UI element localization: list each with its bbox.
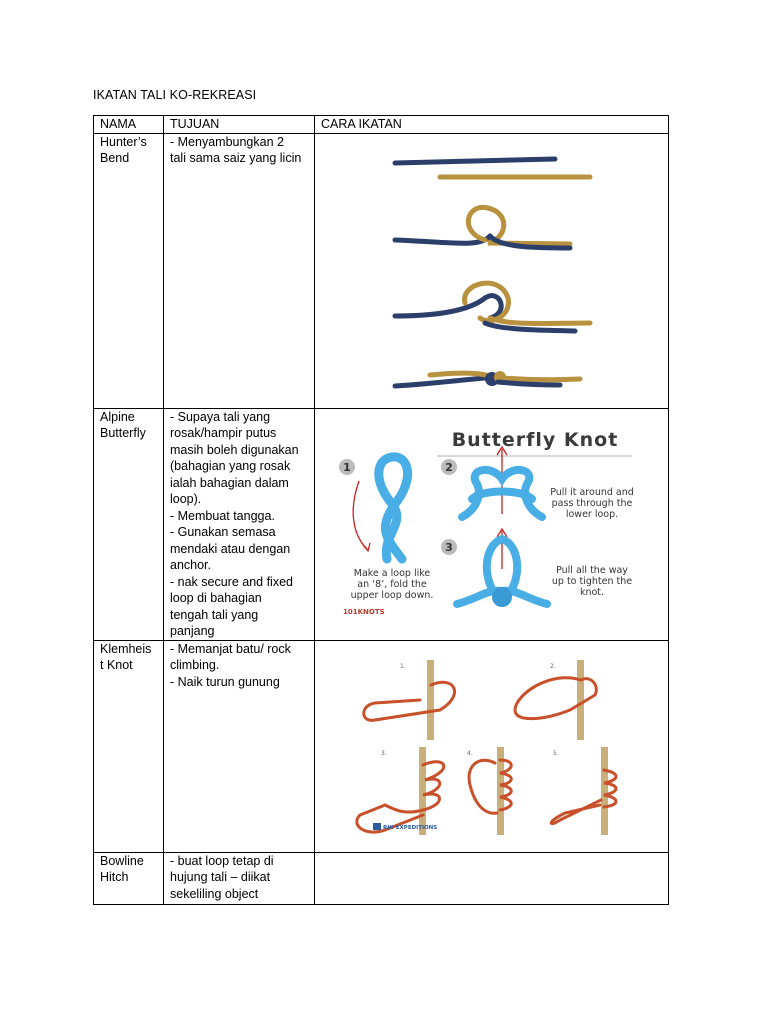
header-cara-ikatan: CARA IKATAN — [315, 116, 669, 134]
purpose-line: - Membuat tangga. — [170, 508, 275, 523]
klemheist-step-4: 4. — [467, 749, 473, 757]
step-3-caption-line: Pull all the way — [556, 564, 628, 576]
header-nama: NAMA — [94, 116, 164, 134]
step-2-caption-line: Pull it around and — [550, 486, 634, 498]
purpose-line: tali sama saiz yang licin — [170, 151, 302, 165]
purpose-line: - Gunakan semasa — [170, 525, 276, 539]
cell-name — [94, 640, 164, 852]
purpose-line: climbing. — [170, 658, 220, 672]
step-1-caption-line: an ‘8’, fold the — [357, 578, 427, 590]
purpose-line: mendaki atau dengan — [170, 541, 291, 556]
purpose-line: - buat loop tetap di — [170, 853, 274, 868]
step-2-caption-line: lower loop. — [565, 508, 619, 520]
klemheist-step-1: 1. — [400, 662, 406, 670]
cell-purpose — [164, 408, 315, 640]
knots-table — [93, 115, 669, 905]
cell-name — [94, 408, 164, 640]
purpose-line: rosak/hampir putus — [170, 426, 277, 440]
hunters-bend-image — [390, 148, 595, 400]
table-row-bowline-hitch — [94, 852, 669, 904]
purpose-line: loop). — [170, 492, 202, 506]
klemheist-step-3: 3. — [381, 749, 387, 757]
header-tujuan: TUJUAN — [164, 116, 315, 134]
purpose-line: masih boleh digunakan — [170, 442, 299, 457]
butterfly-knot-image — [337, 419, 643, 631]
name-line: Hunter’s — [100, 134, 147, 149]
purpose-line: sekeliling object — [170, 886, 259, 901]
name-line: Bowline — [100, 853, 144, 868]
klemheist-step-5: 5. — [553, 749, 559, 757]
purpose-line: - Naik turun gunung — [170, 674, 280, 689]
name-line: Alpine — [100, 409, 135, 424]
cell-purpose — [164, 852, 315, 904]
name-line: t Knot — [100, 658, 133, 672]
cell-image — [315, 640, 669, 852]
purpose-line: (bahagian yang rosak — [170, 459, 291, 473]
step-3-number: 3 — [445, 540, 453, 554]
rhi-logo: RHI EXPEDITIONS — [383, 824, 438, 831]
step-1-caption-line: Make a loop like — [353, 567, 431, 579]
step-2-caption-line: pass through the — [551, 497, 633, 509]
cell-name — [94, 852, 164, 904]
purpose-line: - Memanjat batu/ rock — [170, 641, 291, 656]
table-row-hunters-bend — [94, 133, 669, 408]
table-row-alpine-butterfly — [94, 408, 669, 640]
knots-logo: 101KNOTS — [343, 607, 385, 616]
cell-image — [315, 133, 669, 408]
table-row-klemheist-knot — [94, 640, 669, 852]
purpose-line: - Supaya tali yang — [170, 409, 271, 424]
purpose-line: anchor. — [170, 558, 212, 572]
cell-purpose — [164, 640, 315, 852]
cell-image — [315, 408, 669, 640]
step-1-caption-line: upper loop down. — [350, 589, 434, 601]
purpose-line: hujung tali – diikat — [170, 870, 271, 884]
step-1-number: 1 — [343, 460, 351, 474]
name-line: Bend — [100, 151, 130, 165]
step-2-number: 2 — [445, 460, 453, 474]
purpose-line: - nak secure and fixed — [170, 574, 293, 589]
purpose-line: tengah tali yang — [170, 607, 259, 622]
purpose-line: ialah bahagian dalam — [170, 475, 289, 490]
klemheist-knot-image — [345, 655, 630, 835]
cell-purpose — [164, 133, 315, 408]
step-3-caption-line: up to tighten the — [551, 575, 633, 587]
name-line: Butterfly — [100, 426, 146, 440]
cell-image — [315, 852, 669, 904]
step-3-caption-line: knot. — [579, 586, 605, 598]
purpose-line: panjang — [170, 624, 215, 638]
name-line: Klemheis — [100, 641, 152, 656]
butterfly-title: Butterfly Knot — [451, 428, 619, 451]
table-header-row — [94, 116, 669, 134]
klemheist-step-2: 2. — [550, 662, 556, 670]
document-title: IKATAN TALI KO-REKREASI — [93, 88, 257, 102]
cell-name — [94, 133, 164, 408]
purpose-line: loop di bahagian — [170, 591, 262, 605]
purpose-line: - Menyambungkan 2 — [170, 134, 284, 149]
name-line: Hitch — [100, 870, 129, 884]
